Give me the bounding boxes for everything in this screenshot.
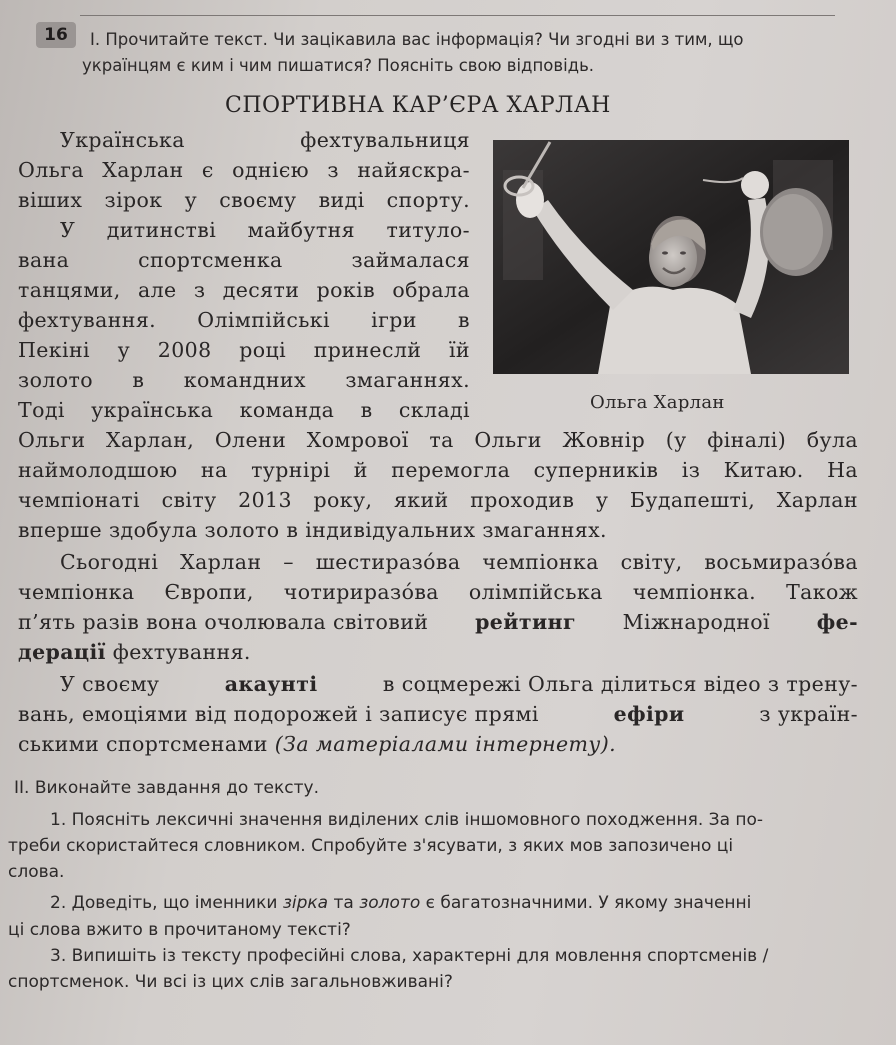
article-line-16: чемпіонка Європи, чотириразóва олімпійська чемпіонка. Також (18, 580, 858, 604)
task-2-word-gold: золото (359, 893, 421, 913)
task-2-word-star: зірка (282, 893, 329, 913)
term-rating: рейтинг (475, 610, 576, 634)
task-2-text-c: є багатозначними. У якому значенні (425, 893, 752, 913)
term-broadcasts: ефіри (613, 702, 685, 726)
article-line-5: вана спортсменка займалася (18, 248, 470, 272)
article-line-13: чемпіонаті світу 2013 року, який проходив у Будапешті, Харлан (18, 488, 858, 512)
article-line-11: Ольги Харлан, Олени Хомрової та Ольги Жовнір (у фіналі) була (18, 428, 858, 452)
article-line-18 (18, 640, 251, 664)
term-account: акаунті (224, 672, 318, 696)
task-1-line-3: слова. (8, 862, 65, 882)
task-1-line-1: 1. Поясніть лексичні значення виділених слів іншомовного походження. За по- (50, 810, 764, 830)
article-line-1: Українська фехтувальниця (60, 128, 470, 152)
task-3-line-1: 3. Випишіть із тексту професійні слова, характерні для мовлення спортсменів / (50, 946, 769, 966)
exercise-task-line-2: українцям є ким і чим пишатися? Поясніть свою відповідь. (82, 56, 595, 75)
article-line-17-a: п’ять разів вона очолювала світовий (18, 610, 429, 634)
article-line-9: золото в командних змаганнях. (18, 368, 470, 392)
article-line-7: фехтування. Олімпійські ігри в (18, 308, 470, 332)
article-line-14: вперше здобула золото в індивідуальних змаганнях. (18, 518, 607, 542)
article-line-4: У дитинстві майбутня титуло- (60, 218, 470, 242)
top-rule (80, 15, 835, 16)
article-line-17 (18, 610, 858, 634)
article-line-20 (18, 702, 858, 726)
article-line-20-a: вань, емоціями від подорожей і записує прямі (18, 702, 539, 726)
photo-caption: Ольга Харлан (590, 392, 725, 413)
task-3-line-2: спортсменок. Чи всі із цих слів загальновживані? (8, 972, 453, 992)
article-line-19-b: в соцмережі Ольга ділиться відео з трену- (382, 672, 858, 696)
article-line-21-a: ськими спортсменами (18, 732, 268, 756)
exercise-task-line-1: I. Прочитайте текст. Чи зацікавила вас інформація? Чи згодні ви з тим, що (90, 30, 744, 49)
article-line-2: Ольга Харлан є однією з найяскра- (18, 158, 470, 182)
term-federation-end: дерації (18, 640, 106, 664)
task-1-line-2: треби скористайтеся словником. Спробуйте з'ясувати, з яких мов запозичено ці (8, 836, 734, 856)
article-line-12: наймолодшою на турнірі й перемогла суперників із Китаю. На (18, 458, 858, 482)
article-title: СПОРТИВНА КАР’ЄРА ХАРЛАН (225, 93, 611, 118)
tasks-header: II. Виконайте завдання до тексту. (14, 778, 319, 798)
article-line-19 (60, 672, 858, 696)
task-2-line-2: ці слова вжито в прочитаному тексті? (8, 920, 351, 940)
task-2-text-a: 2. Доведіть, що іменники (50, 893, 278, 913)
task-2-line-1 (50, 893, 751, 913)
article-line-18-b: фехтування. (112, 640, 251, 664)
exercise-number-badge: 16 (36, 22, 76, 48)
article-line-19-a: У своєму (60, 672, 160, 696)
article-line-6: танцями, але з десяти років обрала (18, 278, 470, 302)
photo-olga-kharlan (493, 140, 849, 374)
article-line-10: Тоді українська команда в складі (18, 398, 470, 422)
article-line-3: віших зірок у своєму виді спорту. (18, 188, 470, 212)
article-line-21 (18, 732, 616, 756)
term-federation-part: фе- (816, 610, 858, 634)
article-line-17-b: Міжнародної (622, 610, 770, 634)
source-note: (За матеріалами інтернету). (274, 732, 617, 756)
article-line-15: Сьогодні Харлан – шестиразóва чемпіонка світу, восьмиразóва (60, 550, 858, 574)
article-line-8: Пекіні у 2008 році принеслй їй (18, 338, 470, 362)
task-2-text-b: та (333, 893, 354, 913)
article-line-20-b: з україн- (759, 702, 858, 726)
